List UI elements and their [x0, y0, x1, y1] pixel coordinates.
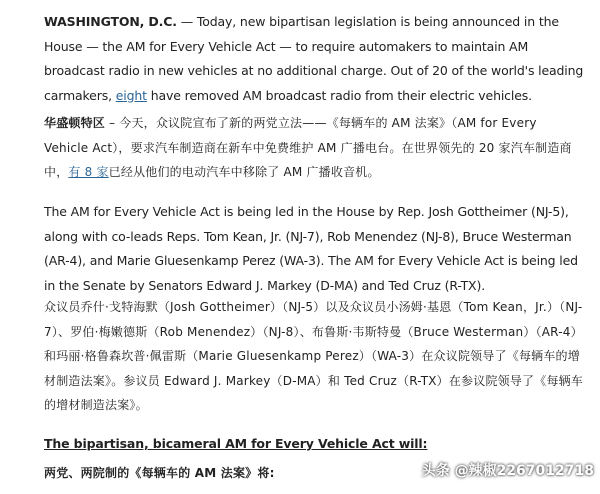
act-heading-zh: 两党、两院制的《每辆车的 AM 法案》将:	[44, 466, 275, 480]
dateline-zh: 华盛顿特区	[44, 116, 106, 130]
paragraph-sponsors-zh: 众议员乔什·戈特海默（Josh Gottheimer）（NJ-5）以及众议员小汤姆·基恩（Tom Kean，Jr.）（NJ-7）、罗伯·梅嫩德斯（Rob Menendez）（NJ-8）、布鲁斯·韦斯特曼（Bruce Westerman）（AR-4）和玛丽·格鲁森坎普·佩雷斯（Marie Gluesenkamp Perez）（WA-3）在众议院领导了《每辆车的增材制造法案》。参议员 Edward J. Markey（D-MA）和 Ted Cruz（R-TX）在参议院领导了《每辆车的增材制造法案》。	[44, 300, 584, 412]
eight-link[interactable]: eight	[115, 87, 147, 103]
paragraph-tail: have removed AM broadcast radio from their electric vehicles.	[146, 87, 532, 103]
paragraph-sponsors-en: The AM for Every Vehicle Act is being led in the House by Rep. Josh Gottheimer (NJ-5), along with co-leads Reps. Tom Kean, Jr. (NJ-7), Rob Menendez (NJ-8), Bruce Westerman (AR-4), and Marie Gluesenkamp Perez (WA-3). The AM for Every Vehicle Act is being led in the Senate by Senators Edward J. Markey (D-MA) and Ted Cruz (R-TX).	[44, 204, 578, 293]
paragraph-announcement-zh	[44, 111, 584, 185]
paragraph-tail-zh: 已经从他们的电动汽车中移除了 AM 广播收音机。	[108, 165, 380, 179]
act-heading-en: The bipartisan, bicameral AM for Every Vehicle Act will:	[44, 436, 428, 451]
paragraph-text: — Today, new bipartisan legislation is being announced in the House — the AM for Every Vehicle Act — to require automakers to maintain AM broadcast radio in new vehicles at no additional charge. Out of 20 of the world's leading carmakers,	[44, 14, 584, 103]
watermark: 头条 @辣椒2267012718	[421, 463, 594, 479]
paragraph-announcement-en	[44, 10, 584, 108]
paragraph-text-zh: – 今天，众议院宣布了新的两党立法——《每辆车的 AM 法案》（AM for Every Vehicle Act），要求汽车制造商在新车中免费维护 AM 广播电台。在世界领先的 20 家汽车制造商中，	[44, 116, 572, 179]
eight-link-zh[interactable]: 有 8 家	[68, 165, 109, 179]
dateline: WASHINGTON, D.C.	[44, 14, 177, 29]
